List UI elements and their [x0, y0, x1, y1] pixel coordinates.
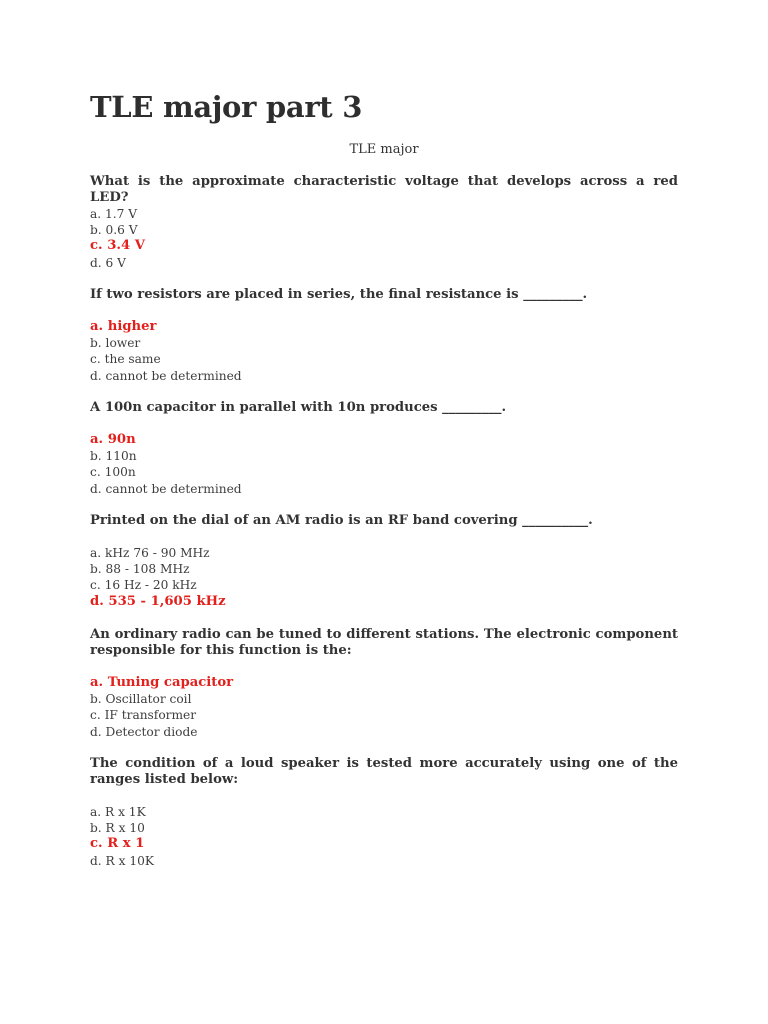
- correct-answer: d. 535 - 1,605 kHz: [90, 593, 226, 609]
- option: a. kHz 76 - 90 MHz: [90, 546, 210, 560]
- option: b. Oscillator coil: [90, 692, 192, 707]
- document-subtitle: TLE major: [349, 142, 419, 157]
- correct-answer: a. higher: [90, 319, 157, 334]
- question-6-options: [90, 804, 678, 869]
- option: d. cannot be determined: [90, 481, 242, 496]
- correct-answer: a. 90n: [90, 432, 136, 447]
- option: d. 6 V: [90, 255, 126, 270]
- option: c. IF transformer: [90, 708, 197, 723]
- question-4-options: [90, 545, 678, 610]
- question-1-options: [90, 206, 678, 271]
- question-5: An ordinary radio can be tuned to different stations. The electronic component responsible for this function is the:: [90, 627, 678, 658]
- option: b. R x 10: [90, 821, 145, 836]
- option: a. R x 1K: [90, 805, 146, 819]
- question-6: The condition of a loud speaker is tested more accurately using one of the ranges listed below:: [90, 756, 678, 787]
- option: b. 0.6 V: [90, 223, 138, 238]
- option: b. lower: [90, 336, 141, 351]
- question-3-options: [90, 432, 678, 497]
- option: b. 110n: [90, 449, 137, 464]
- option: d. R x 10K: [90, 853, 154, 868]
- option: c. 100n: [90, 465, 136, 480]
- correct-answer: c. R x 1: [90, 836, 145, 852]
- question-2-options: [90, 319, 678, 384]
- correct-answer: a. Tuning capacitor: [90, 675, 234, 690]
- option: a. 1.7 V: [90, 207, 138, 221]
- question-5-options: [90, 675, 678, 740]
- question-3: A 100n capacitor in parallel with 10n produces _________.: [90, 400, 507, 415]
- question-2: If two resistors are placed in series, the final resistance is _________.: [90, 287, 588, 302]
- option: b. 88 - 108 MHz: [90, 562, 190, 577]
- option: d. cannot be determined: [90, 368, 242, 383]
- document-title: TLE major part 3: [90, 90, 363, 124]
- question-1: What is the approximate characteristic voltage that develops across a red LED?: [90, 174, 678, 205]
- correct-answer: c. 3.4 V: [90, 238, 145, 254]
- question-4: Printed on the dial of an AM radio is an RF band covering __________.: [90, 513, 593, 528]
- option: d. Detector diode: [90, 724, 198, 739]
- option: c. the same: [90, 352, 161, 367]
- option: c. 16 Hz - 20 kHz: [90, 578, 197, 593]
